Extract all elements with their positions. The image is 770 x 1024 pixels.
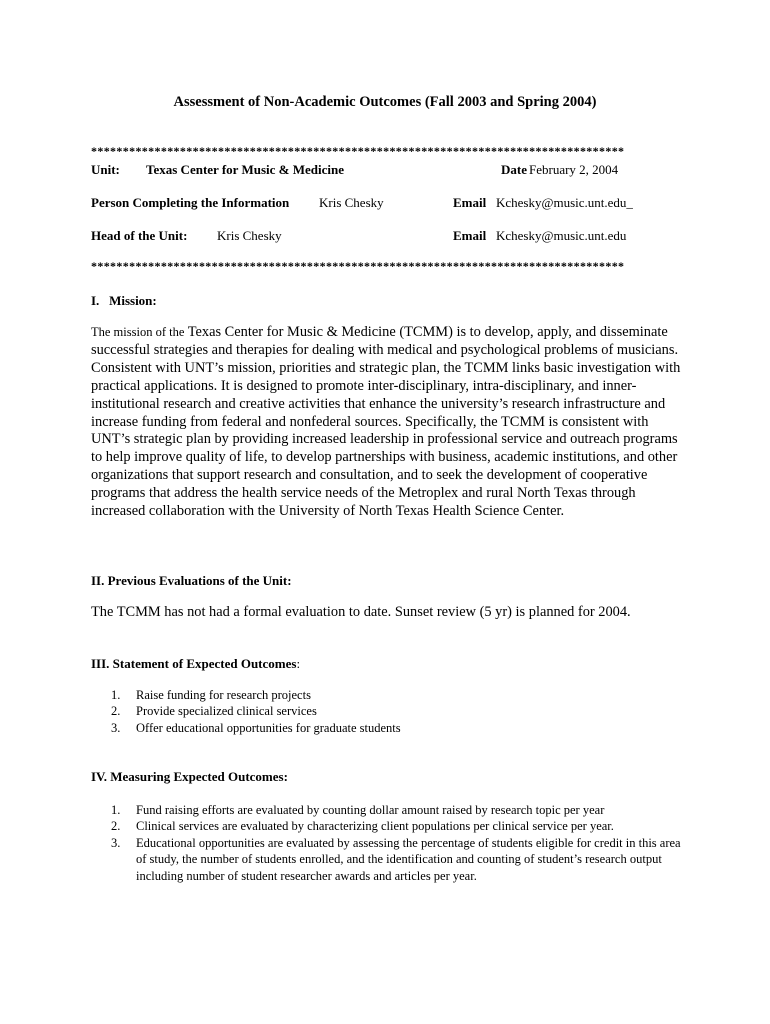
mission-text: Texas Center for Music & Medicine (TCMM) is to develop, apply, and disseminate successful strategies and therapies for dealing with medical and psychological problems of musicians. Consistent with UNT’s mission, priorities and strategic plan, the TCMM links basic investigation with practical applications. It is designed to promote inter-disciplinary, intra-disciplinary, and inner-institutional research and creative activities that enhance the university’s research infrastructure and increase funding from federal and nonfederal sources. Specifically, the TCMM is consistent with UNT’s strategic plan by providing increased leadership in professional service and outreach programs to help improve quality of life, to develop partnerships with business, academic institutions, and other organizations that support research and consultation, and to seek the development of cooperative programs that address the health service needs of the Metroplex and rural North Texas through increased collaboration with the University of North Texas Health Science Center. <box>91 324 681 520</box>
section-title: Mission: <box>109 293 157 308</box>
mission-lead: The mission of the <box>91 325 185 339</box>
list-text: Educational opportunities are evaluated by assessing the percentage of students eligible for credit in this area of study, the number of students enrolled, and the identification and counting of student’s research output including number of student researcher awards and articles per year. <box>136 835 681 883</box>
list-item <box>91 802 681 818</box>
person-label: Person Completing the Information <box>91 195 290 210</box>
list-item <box>91 687 681 703</box>
unit-row <box>91 162 681 180</box>
unit-label: Unit: <box>91 162 120 177</box>
person-row <box>91 195 681 213</box>
email-value: Kchesky@music.unt.edu_ <box>496 195 633 210</box>
list-item <box>91 835 681 884</box>
list-text: Fund raising efforts are evaluated by counting dollar amount raised by research topic per year <box>136 803 605 817</box>
separator-top: ************************************************************************************ <box>91 144 625 158</box>
expected-heading-colon: : <box>296 656 301 671</box>
mission-paragraph <box>91 324 685 521</box>
email-label: Email <box>453 195 487 210</box>
head-email-label: Email <box>453 228 487 243</box>
section-mission-heading <box>91 293 157 309</box>
document-title: Assessment of Non-Academic Outcomes (Fall 2003 and Spring 2004) <box>173 94 597 110</box>
list-item <box>91 720 681 736</box>
measuring-outcomes-list <box>91 802 681 884</box>
person-value: Kris Chesky <box>319 195 384 210</box>
section-previous-heading: II. Previous Evaluations of the Unit: <box>91 573 292 588</box>
list-item <box>91 703 681 719</box>
head-value: Kris Chesky <box>217 228 282 243</box>
list-text: Provide specialized clinical services <box>136 704 317 719</box>
head-label: Head of the Unit: <box>91 228 188 243</box>
unit-value: Texas Center for Music & Medicine <box>146 162 344 177</box>
list-number: 3. <box>111 835 121 850</box>
section-measuring-heading: IV. Measuring Expected Outcomes: <box>91 769 288 784</box>
previous-text: The TCMM has not had a formal evaluation to date. Sunset review (5 yr) is planned for 2004. <box>91 604 631 620</box>
list-text: Clinical services are evaluated by characterizing client populations per clinical service per year. <box>136 819 614 834</box>
list-item <box>91 818 681 834</box>
separator-bottom: ************************************************************************************ <box>91 259 625 273</box>
date-label: Date <box>501 162 527 177</box>
list-number: 2. <box>111 704 121 719</box>
head-row <box>91 228 681 246</box>
list-text: Raise funding for research projects <box>136 688 311 702</box>
list-text: Offer educational opportunities for graduate students <box>136 720 401 735</box>
section-number: I. <box>91 293 100 308</box>
expected-heading-text: III. Statement of Expected Outcomes <box>91 656 297 671</box>
list-number: 2. <box>111 819 121 834</box>
date-value: February 2, 2004 <box>529 162 619 177</box>
list-number: 3. <box>111 720 121 735</box>
list-number: 1. <box>111 688 121 702</box>
section-expected-heading <box>91 656 300 672</box>
expected-outcomes-list <box>91 687 681 736</box>
list-number: 1. <box>111 803 121 817</box>
head-email-value: Kchesky@music.unt.edu <box>496 228 627 243</box>
